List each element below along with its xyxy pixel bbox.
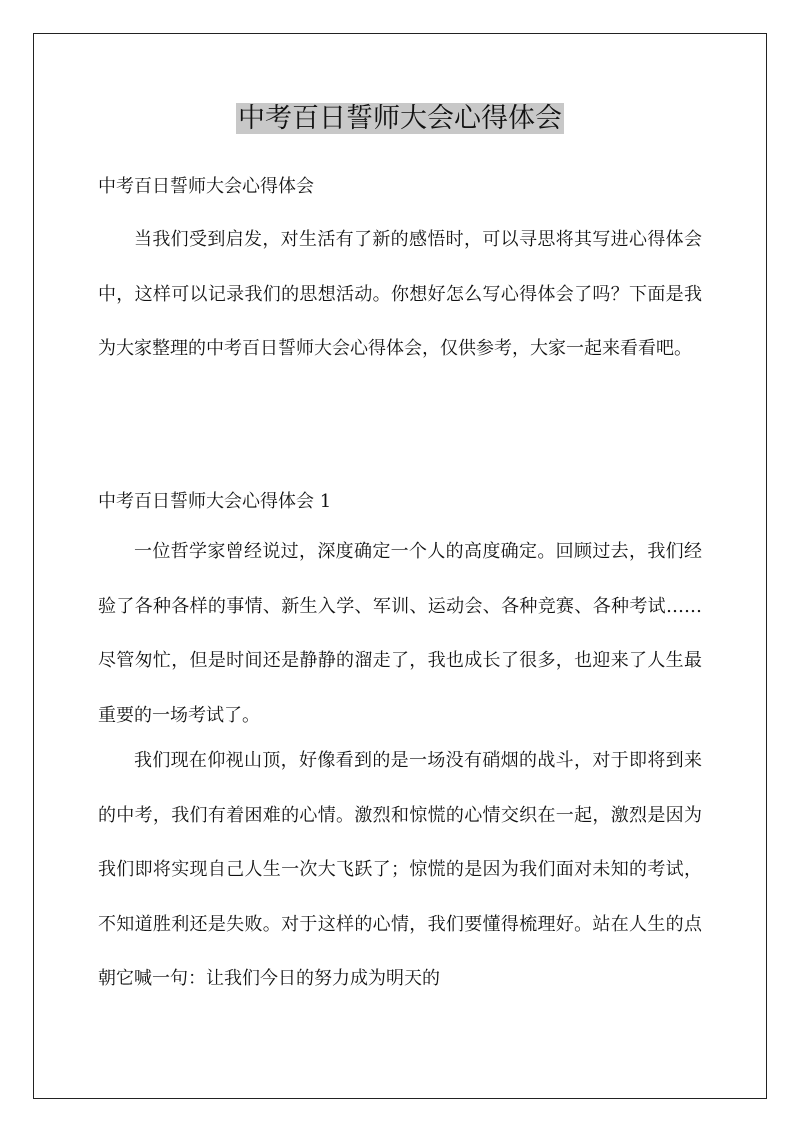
body-paragraph: 我们现在仰视山顶，好像看到的是一场没有硝烟的战斗，对于即将到来的中考，我们有着困难的心情。激烈和惊慌的心情交织在一起，激烈是因为我们即将实现自己人生一次大飞跃了；惊慌的是因为我们面对未知的考试，不知道胜利还是失败。对于这样的心情，我们要懂得梳理好。站在人生的点朝它喊一句：让我们今日的努力成为明天的 bbox=[98, 750, 702, 989]
document-title-text: 中考百日誓师大会心得体会 bbox=[238, 103, 562, 134]
body-paragraph: 一位哲学家曾经说过，深度确定一个人的高度确定。回顾过去，我们经验了各种各样的事情、新生入学、军训、运动会、各种竞赛、各种考试……尽管匆忙，但是时间还是静静的溜走了，我也成长了很多，也迎来了人生最重要的一场考试了。 bbox=[98, 541, 702, 726]
intro-paragraph: 当我们受到启发，对生活有了新的感悟时，可以寻思将其写进心得体会中，这样可以记录我们的思想活动。你想好怎么写心得体会了吗？下面是我为大家整理的中考百日誓师大会心得体会，仅供参考，大家一起来看看吧。 bbox=[98, 229, 702, 359]
section-heading: 中考百日誓师大会心得体会 1 bbox=[98, 491, 332, 512]
document-subtitle: 中考百日誓师大会心得体会 bbox=[98, 176, 314, 197]
document-title bbox=[0, 98, 800, 140]
